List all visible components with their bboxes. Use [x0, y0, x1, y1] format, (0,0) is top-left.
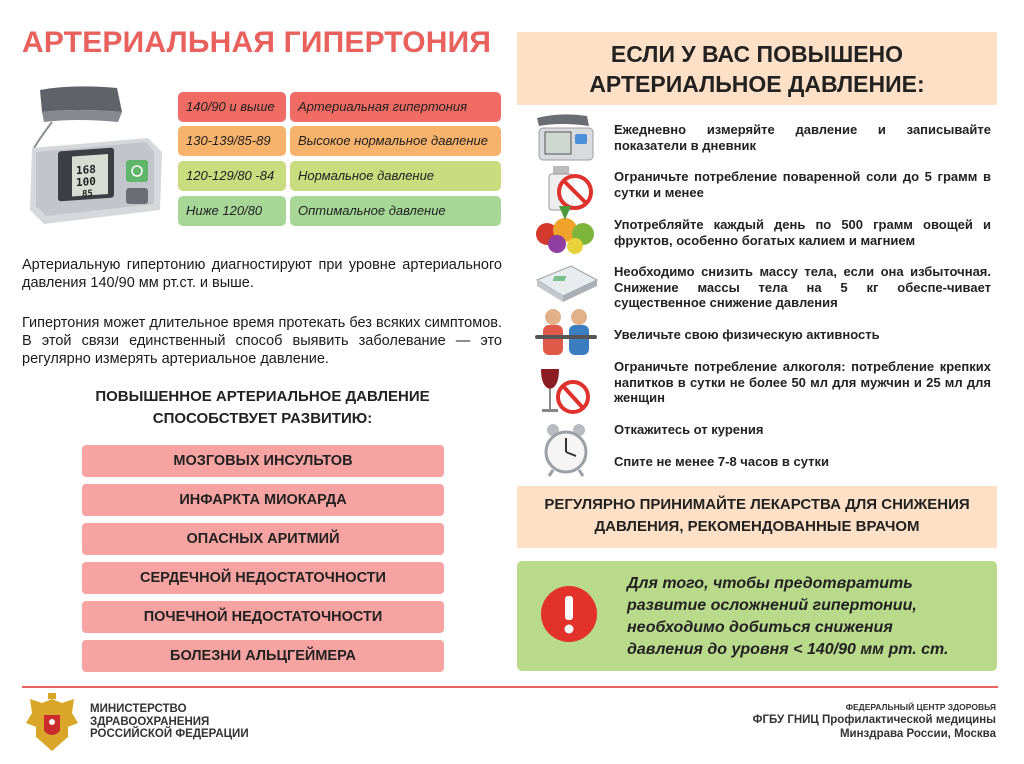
device-reading-pulse: 85	[82, 189, 93, 200]
tip-sleep: Спите не менее 7-8 часов в сутки	[614, 454, 829, 469]
health-center-info	[753, 702, 996, 741]
tip-measure-pressure: Ежедневно измеряйте давление и записывайте показатели в дневник	[614, 122, 991, 153]
medication-banner	[517, 486, 997, 548]
risk-item: ПОЧЕЧНОЙ НЕДОСТАТОЧНОСТИ	[82, 601, 444, 633]
fruits-vegetables-icon	[531, 200, 601, 256]
bp-row-normal	[178, 161, 501, 191]
blood-pressure-monitor-icon	[22, 82, 170, 232]
goal-line: давления до уровня < 140/90 мм рт. ст.	[627, 641, 949, 658]
diagnosis-paragraph: Артериальную гипертонию диагностируют при уровне артериального давления 140/90 мм рт.ст. и выше.	[22, 257, 502, 291]
device-reading-diastolic: 100	[76, 174, 96, 190]
bp-value: Ниже 120/80	[178, 196, 286, 226]
bp-label: Высокое нормальное давление	[290, 126, 501, 156]
risk-item: БОЛЕЗНИ АЛЬЦГЕЙМЕРА	[82, 640, 444, 672]
medication-line1: РЕГУЛЯРНО ПРИНИМАЙТЕ ЛЕКАРСТВА ДЛЯ СНИЖЕНИЯ	[544, 496, 970, 513]
bp-label: Артериальная гипертония	[290, 92, 501, 122]
risk-item: МОЗГОВЫХ ИНСУЛЬТОВ	[82, 445, 444, 477]
goal-line: необходимо добиться снижения	[627, 619, 893, 636]
bp-row-high-normal	[178, 126, 501, 156]
health-center-line: Минздрава России, Москва	[839, 728, 996, 740]
alarm-clock-icon	[531, 422, 601, 478]
risk-item: СЕРДЕЧНОЙ НЕДОСТАТОЧНОСТИ	[82, 562, 444, 594]
bp-row-hypertension	[178, 92, 501, 122]
health-center-line: ФЕДЕРАЛЬНЫЙ ЦЕНТР ЗДОРОВЬЯ	[845, 702, 996, 712]
warning-exclamation-icon	[539, 584, 599, 644]
risk-item: ИНФАРКТА МИОКАРДА	[82, 484, 444, 516]
device-reading-systolic: 168	[76, 162, 96, 178]
right-heading	[517, 32, 997, 105]
tip-reduce-weight: Необходимо снизить массу тела, если она избыточная. Снижение массы тела на 5 кг обеспе-чивает существенное снижение давления	[614, 264, 991, 310]
risks-heading-line2: СПОСОБСТВУЕТ РАЗВИТИЮ:	[152, 410, 373, 427]
tip-limit-alcohol: Ограничьте потребление алкоголя: потребление крепких напитков в сутки не более 50 мл для мужчин и 25 мл для женщин	[614, 359, 991, 405]
bp-value: 120-129/80 -84	[178, 161, 286, 191]
bp-value: 130-139/85-89	[178, 126, 286, 156]
goal-text	[627, 573, 987, 661]
health-center-line: ФГБУ ГНИЦ Профилактической медицины	[752, 714, 996, 726]
exercise-icon	[531, 305, 601, 361]
medication-line2: ДАВЛЕНИЯ, РЕКОМЕНДОВАННЫЕ ВРАЧОМ	[594, 518, 920, 535]
tip-fruits-vegetables: Употребляйте каждый день по 500 грамм овощей и фруктов, особенно богатых калием и магнием	[614, 217, 991, 248]
symptoms-paragraph: Гипертония может длительное время протекать без всяких симптомов. В этой связи единственный способ выявить заболевание — это регулярно измерять артериальное давление.	[22, 315, 502, 367]
ministry-name	[90, 703, 249, 741]
risks-heading	[60, 386, 465, 430]
bp-label: Оптимальное давление	[290, 196, 501, 226]
tip-physical-activity: Увеличьте свою физическую активность	[614, 327, 880, 342]
goal-line: развитие осложнений гипертонии,	[627, 597, 917, 614]
coat-of-arms-icon	[22, 693, 82, 757]
bp-label: Нормальное давление	[290, 161, 501, 191]
ministry-line: МИНИСТЕРСТВО	[90, 703, 187, 715]
page-title: АРТЕРИАЛЬНАЯ ГИПЕРТОНИЯ	[22, 26, 492, 59]
risks-heading-line1: ПОВЫШЕННОЕ АРТЕРИАЛЬНОЕ ДАВЛЕНИЕ	[95, 388, 430, 405]
ministry-line: ЗДРАВООХРАНЕНИЯ	[90, 715, 210, 728]
footer-divider	[22, 686, 998, 688]
tip-limit-salt: Ограничьте потребление поваренной соли до 5 грамм в сутки и менее	[614, 169, 991, 200]
right-heading-line2: АРТЕРИАЛЬНОЕ ДАВЛЕНИЕ:	[589, 71, 925, 97]
tip-quit-smoking: Откажитесь от курения	[614, 422, 764, 437]
right-heading-line1: ЕСЛИ У ВАС ПОВЫШЕНО	[610, 41, 904, 67]
ministry-line: РОССИЙСКОЙ ФЕДЕРАЦИИ	[90, 728, 249, 740]
goal-box	[517, 561, 997, 671]
bp-row-optimal	[178, 196, 501, 226]
no-alcohol-icon	[531, 365, 601, 421]
goal-line: Для того, чтобы предотвратить	[627, 575, 913, 592]
bp-value: 140/90 и выше	[178, 92, 286, 122]
blood-pressure-monitor-icon	[531, 110, 601, 166]
risk-item: ОПАСНЫХ АРИТМИЙ	[82, 523, 444, 555]
